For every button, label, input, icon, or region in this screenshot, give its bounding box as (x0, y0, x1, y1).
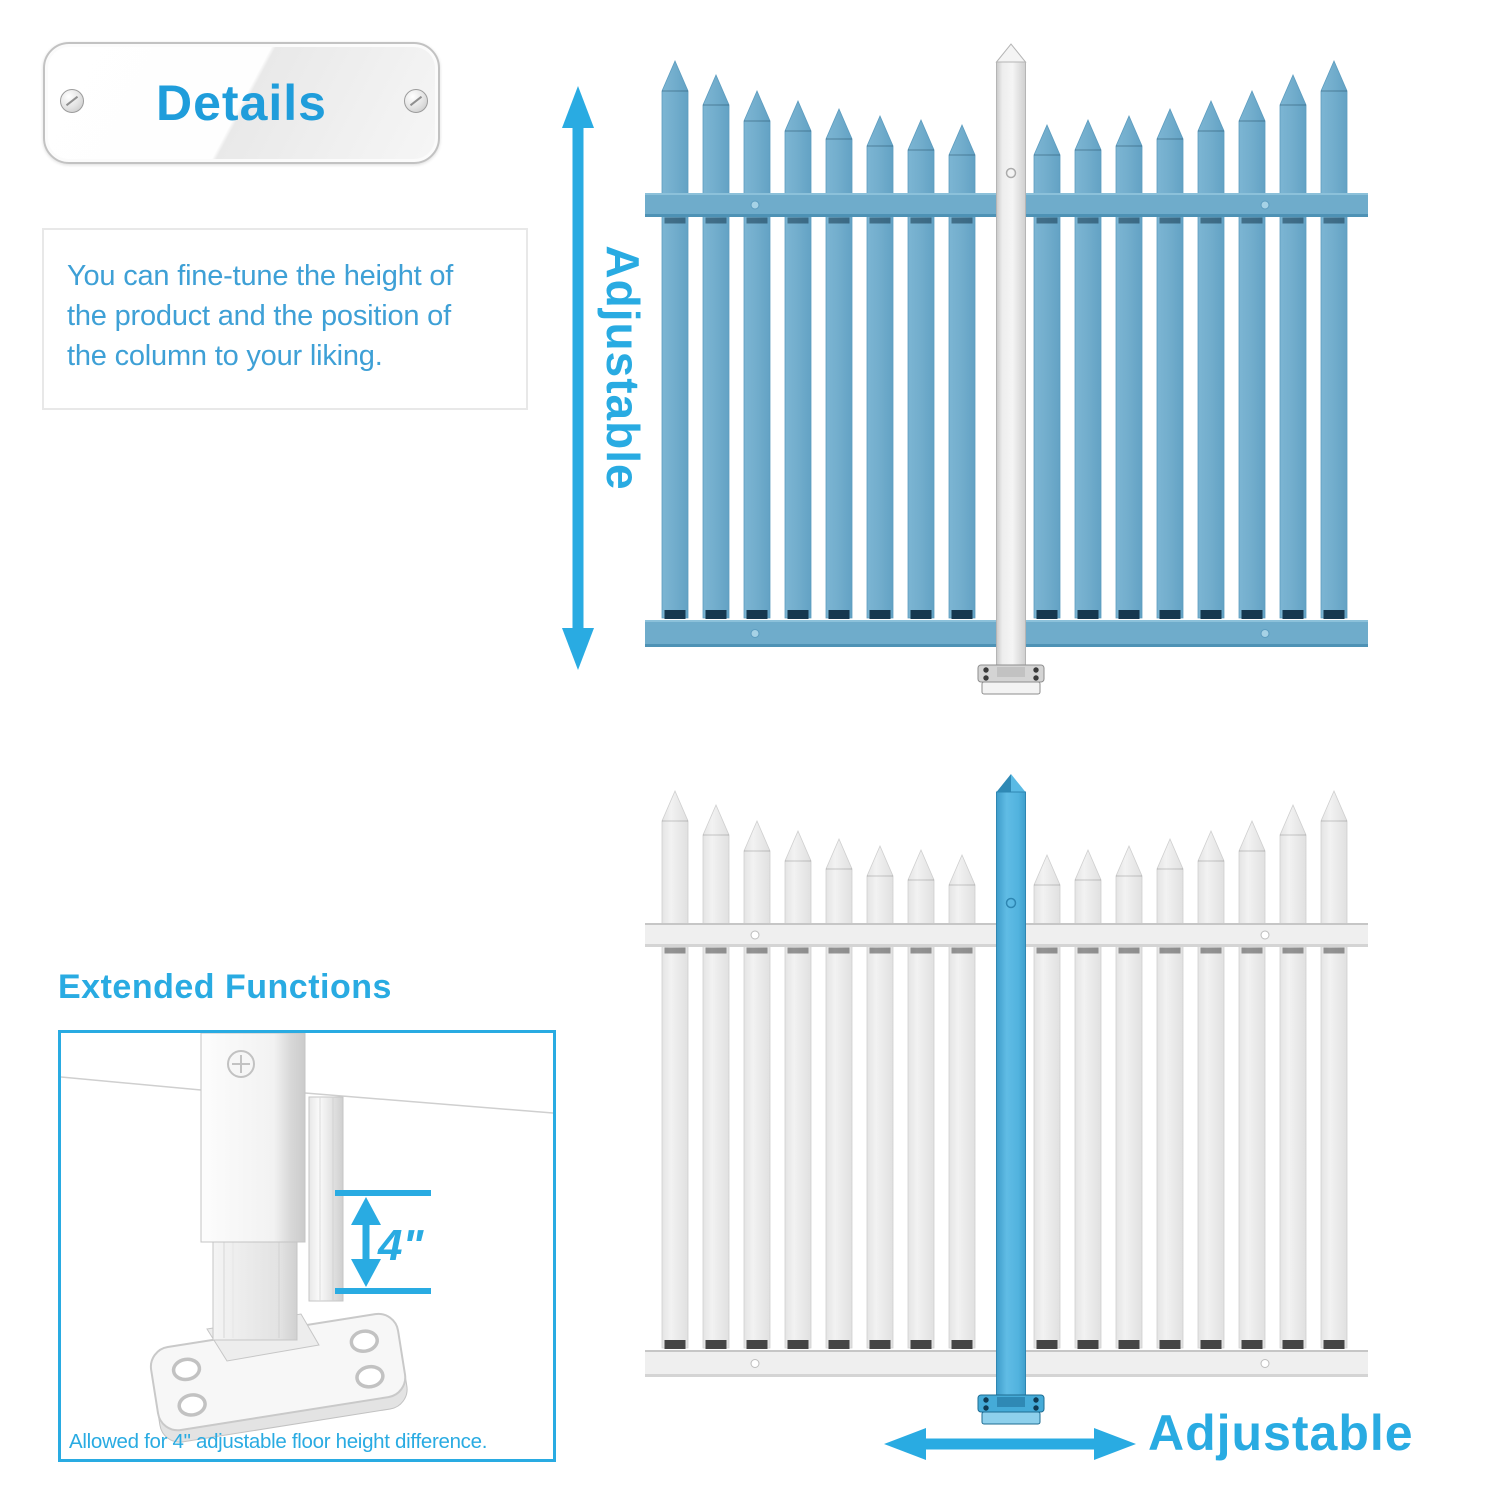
post-base-illustration (61, 1033, 553, 1459)
adjustable-height-label: Adjustable (597, 245, 649, 491)
extended-caption: Allowed for 4" adjustable floor height difference. (69, 1430, 488, 1453)
blue-picket-fence-illustration (645, 40, 1390, 710)
extended-functions-box (58, 1030, 556, 1462)
white-picket-fence-illustration (645, 770, 1390, 1440)
extended-functions-heading: Extended Functions (58, 968, 392, 1006)
measurement-value: 4" (378, 1221, 424, 1270)
badge-title: Details (156, 75, 327, 131)
details-badge (43, 42, 440, 164)
description-box (42, 228, 528, 410)
description-line: You can fine-tune the height of (67, 260, 454, 292)
adjustable-position-label: Adjustable (1148, 1405, 1414, 1461)
description-line: the column to your liking. (67, 340, 383, 372)
horizontal-double-arrow-icon (884, 1426, 1136, 1462)
post-screw-icon (228, 1051, 254, 1077)
vertical-double-arrow-icon (560, 86, 596, 670)
description-line: the product and the position of (67, 300, 451, 332)
